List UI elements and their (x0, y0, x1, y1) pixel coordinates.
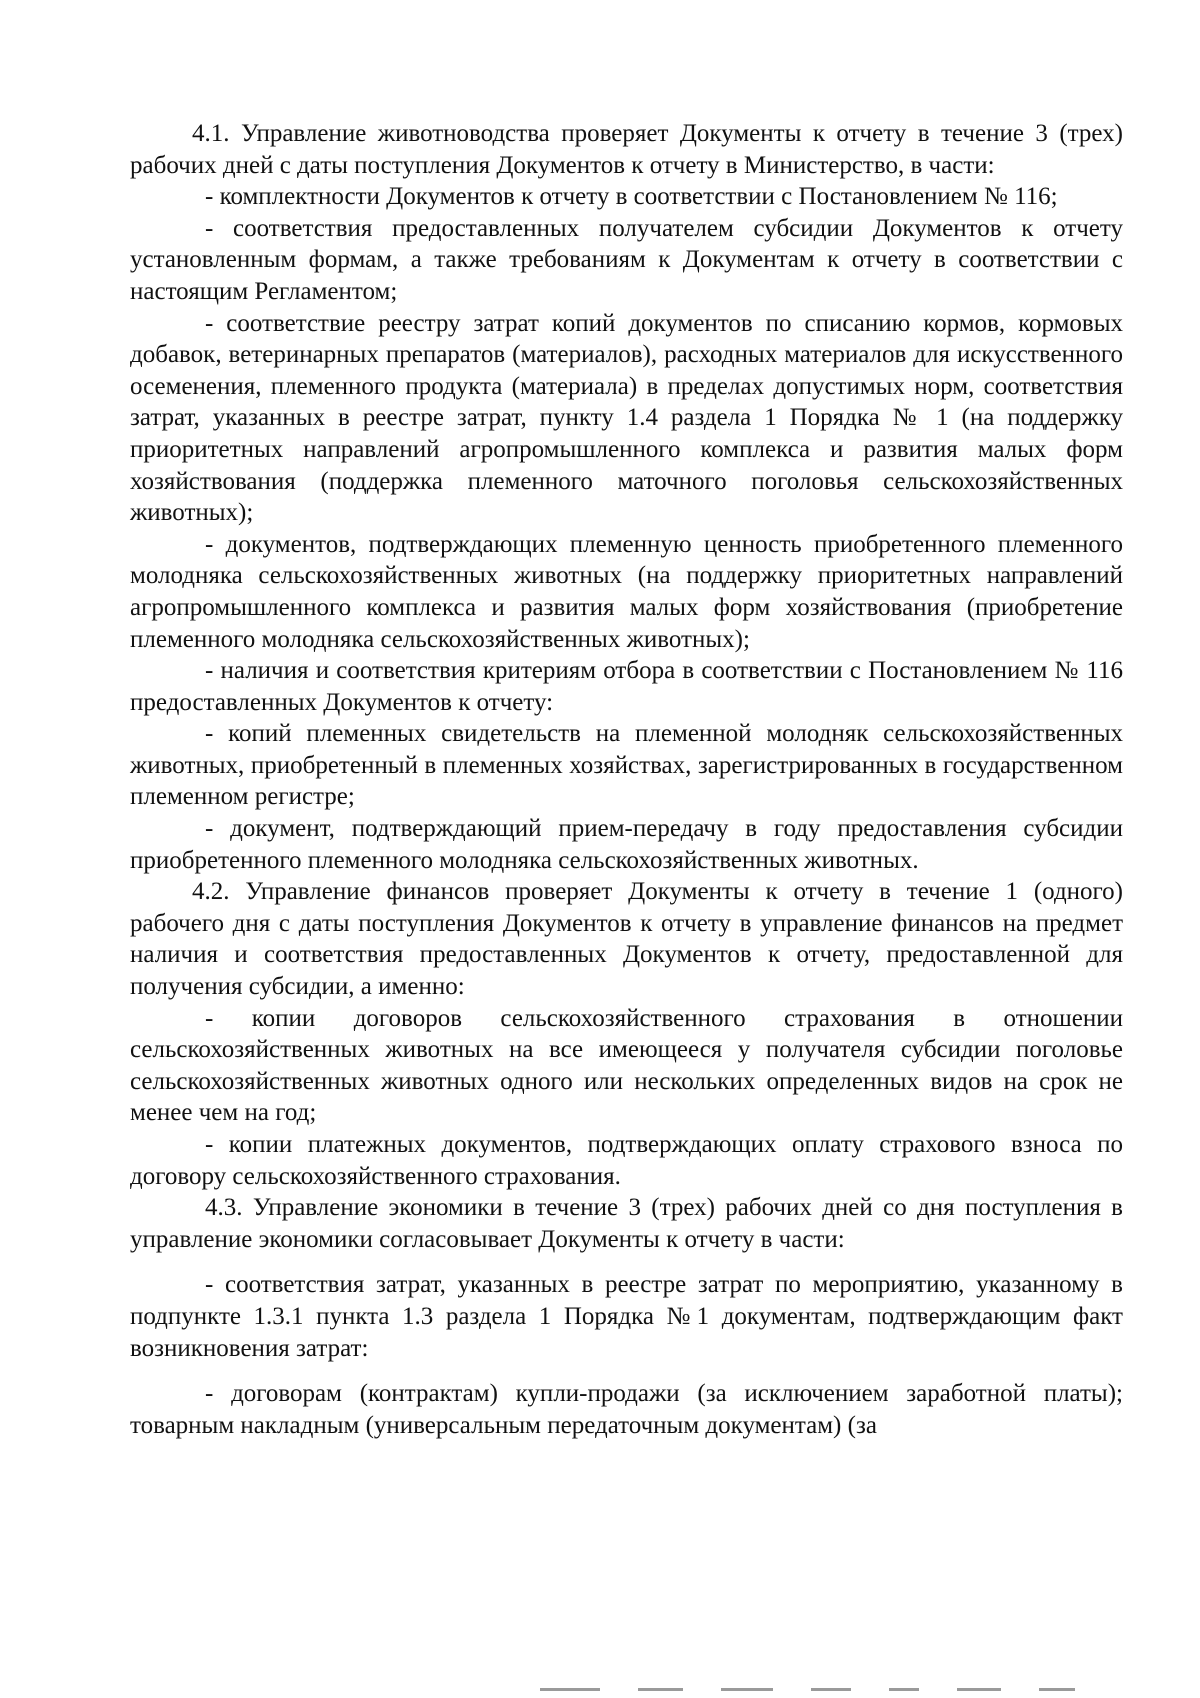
paragraph-4-2: 4.2. Управление финансов проверяет Документы к отчету в течение 1 (одного) рабочего дня с даты поступления Документов к отчету в управление финансов на предмет наличия и соответствия предоставленных Документов к отчету, предоставленной для получения субсидии, а именно: (130, 878, 1123, 1001)
paragraph-completeness: - комплектности Документов к отчету в соответствии с Постановлением № 116; (205, 183, 1058, 211)
paragraph-4-3: 4.3. Управление экономики в течение 3 (трех) рабочих дней со дня поступления в управление экономики согласовывает Документы к отчету в части: (130, 1194, 1123, 1253)
paragraph-forms-compliance: - соответствия предоставленных получателем субсидии Документов к отчету установленным формам, а также требованиям к Документам к отчету в соответствии с настоящим Регламентом; (130, 214, 1123, 305)
paragraph-selection-criteria: - наличия и соответствия критериям отбора в соответствии с Постановлением № 116 предоставленных Документов к отчету: (130, 657, 1123, 716)
paragraph-breeding-certificates: - копий племенных свидетельств на племенной молодняк сельскохозяйственных животных, приобретенный в племенных хозяйствах, зарегистрированных в государственном племенном регистре; (130, 720, 1123, 811)
scan-artifact-marks (540, 1688, 1100, 1696)
paragraph-breeding-value: - документов, подтверждающих племенную ценность приобретенного племенного молодняка сельскохозяйственных животных (на поддержку приоритетных направлений агропромышленного комплекса и развития малых форм хозяйствования (приобретение племенного молодняка сельскохозяйственных животных); (130, 530, 1123, 653)
paragraph-transfer-document: - документ, подтверждающий прием-передачу в году предоставления субсидии приобретенного племенного молодняка сельскохозяйственных животных. (130, 815, 1123, 874)
paragraph-payment-documents: - копии платежных документов, подтверждающих оплату страхового взноса по договору сельскохозяйственного страхования. (130, 1131, 1123, 1190)
document-body (130, 118, 1123, 1441)
paragraph-4-1: 4.1. Управление животноводства проверяет Документы к отчету в течение 3 (трех) рабочих дней с даты поступления Документов к отчету в Министерство, в части: (130, 120, 1123, 179)
paragraph-purchase-contracts: - договорам (контрактам) купли-продажи (за исключением заработной платы); товарным накладным (универсальным передаточным документам) (за (130, 1380, 1123, 1439)
paragraph-cost-register: - соответствие реестру затрат копий документов по списанию кормов, кормовых добавок, ветеринарных препаратов (материалов), расходных материалов для искусственного осеменения, племенного продукта (материала) в пределах допустимых норм, соответствия затрат, указанных в реестре затрат, пункту 1.4 раздела 1 Порядка № 1 (на поддержку приоритетных направлений агропромышленного комплекса и развития малых форм хозяйствования (поддержка племенного маточного поголовья сельскохозяйственных животных); (130, 309, 1123, 527)
paragraph-cost-compliance: - соответствия затрат, указанных в реестре затрат по мероприятию, указанному в подпункте 1.3.1 пункта 1.3 раздела 1 Порядка №1 документам, подтверждающим факт возникновения затрат: (130, 1271, 1123, 1362)
paragraph-insurance-contracts: - копии договоров сельскохозяйственного страхования в отношении сельскохозяйственных животных на все имеющееся у получателя субсидии поголовье сельскохозяйственных животных одного или нескольких определенных видов на срок не менее чем на год; (130, 1004, 1123, 1127)
